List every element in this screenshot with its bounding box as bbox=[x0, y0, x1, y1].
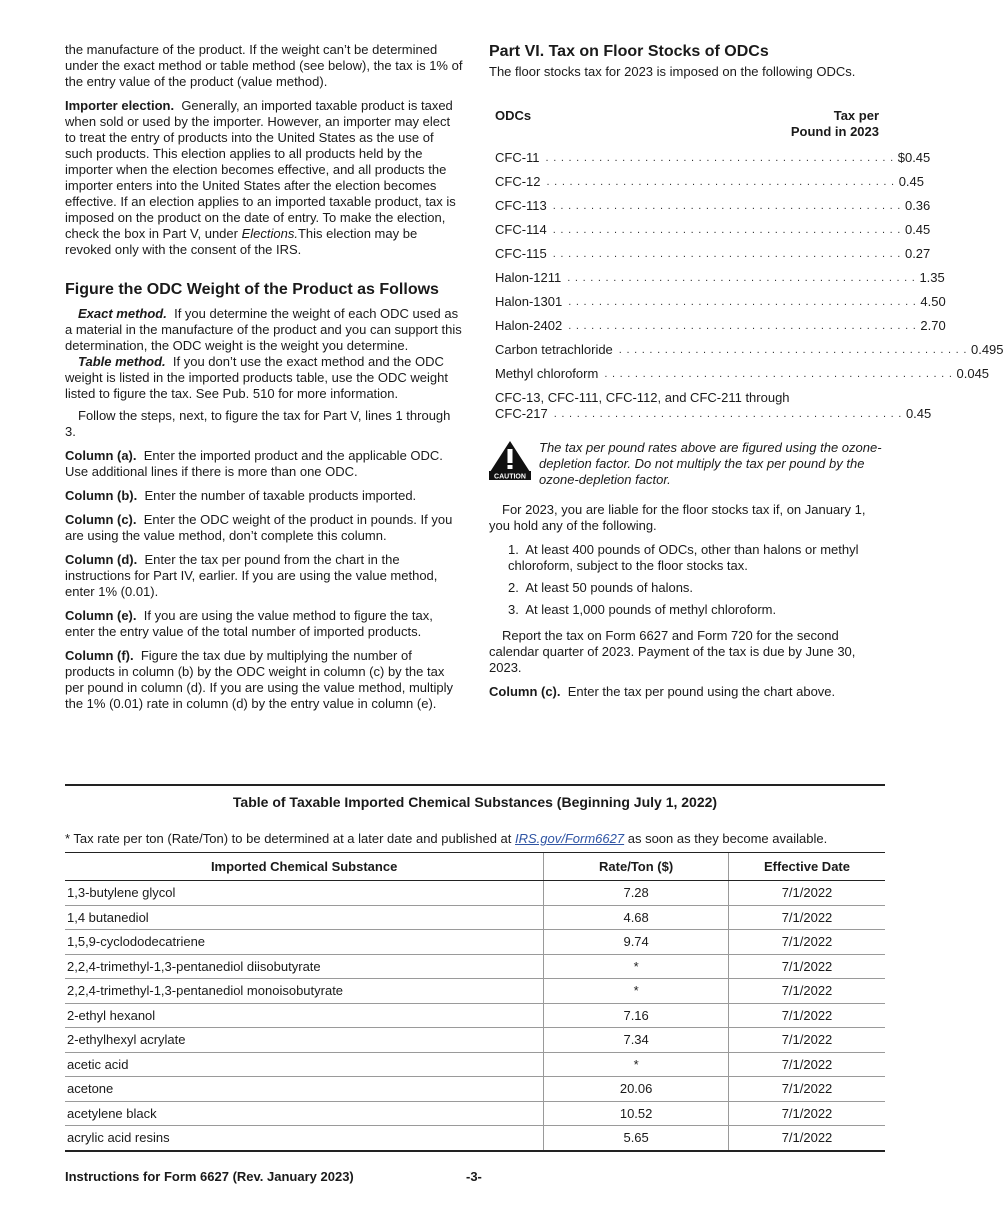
date-cell: 7/1/2022 bbox=[728, 1003, 885, 1028]
table-row bbox=[65, 1003, 885, 1028]
tax-header-line2: Pound in 2023 bbox=[790, 124, 879, 139]
table-row bbox=[65, 930, 885, 955]
chemical-table-note bbox=[65, 831, 885, 846]
substance-cell: 1,3-butylene glycol bbox=[65, 881, 544, 906]
odc-row: CFC-12 .............................................. 0.45 bbox=[495, 174, 925, 189]
exact-method-label: Exact method. bbox=[78, 306, 167, 321]
column-c-label: Column (c). bbox=[489, 684, 561, 699]
odc-row: Halon-2402 .............................................. 2.70 bbox=[495, 318, 946, 333]
part-vi-heading: Part VI. Tax on Floor Stocks of ODCs bbox=[489, 43, 769, 60]
date-cell: 7/1/2022 bbox=[728, 930, 885, 955]
substance-cell: acetone bbox=[65, 1077, 544, 1102]
table-row bbox=[65, 881, 885, 906]
rate-cell: 4.68 bbox=[544, 905, 729, 930]
table-row bbox=[65, 1052, 885, 1077]
liable-list bbox=[489, 542, 885, 618]
rate-cell: 9.74 bbox=[544, 930, 729, 955]
floor-stocks-intro: The floor stocks tax for 2023 is imposed on the following ODCs. bbox=[489, 64, 856, 79]
date-cell: 7/1/2022 bbox=[728, 1101, 885, 1126]
table-row bbox=[65, 905, 885, 930]
odc-table-header bbox=[495, 108, 879, 140]
column-c-text: Enter the tax per pound using the chart above. bbox=[567, 684, 836, 699]
column-instruction-text: If you are using the value method to figure the tax, enter the entry value of the total number of imported products. bbox=[65, 608, 433, 639]
odc-value: 0.45 bbox=[898, 174, 925, 189]
odc-name: CFC-114 bbox=[495, 222, 553, 238]
importer-election-text: Generally, an imported taxable product is taxed when sold or used by the importer. However, an importer may elect to treat the entry of products into the United States as the use of such products. This election applies to all products held by the importer when the election becomes effective, and all products the importer enters into the United States after the election becomes effective. If an election applies to an imported taxable product, tax is imposed on the product on the date of entry. To make the election, check the box in Part V, under bbox=[65, 98, 456, 241]
column-c-paragraph bbox=[489, 684, 885, 700]
rate-cell: * bbox=[544, 1052, 729, 1077]
right-column bbox=[489, 42, 1004, 700]
table-method-text: If you don’t use the exact method and the ODC weight is listed in the imported products table, use the ODC weight listed to figure the tax. See Pub. 510 for more information. bbox=[65, 354, 448, 401]
odc-last-value: 0.45 bbox=[905, 406, 932, 421]
odc-row-last: CFC-13, CFC-111, CFC-112, and CFC-211 through CFC-217 .............................................. 0.45 bbox=[495, 390, 932, 421]
report-paragraph: Report the tax on Form 6627 and Form 720 for the second calendar quarter of 2023. Payment of the tax is due by June 30, 2023. bbox=[489, 628, 856, 675]
column-instruction-text: Enter the imported product and the applicable ODC. Use additional lines if there is more than one ODC. bbox=[65, 448, 443, 479]
table-row bbox=[65, 1126, 885, 1151]
rate-cell: 7.28 bbox=[544, 881, 729, 906]
table-row bbox=[65, 979, 885, 1004]
date-cell: 7/1/2022 bbox=[728, 1126, 885, 1151]
column-instruction bbox=[65, 552, 463, 600]
substance-cell: 2-ethylhexyl acrylate bbox=[65, 1028, 544, 1053]
date-cell: 7/1/2022 bbox=[728, 881, 885, 906]
odc-value: 0.27 bbox=[904, 246, 931, 261]
column-instruction-text: Enter the tax per pound from the chart in the instructions for Part IV, earlier. If you are using the value method, enter 1% (0.01). bbox=[65, 552, 438, 599]
substance-cell: 1,5,9-cyclododecatriene bbox=[65, 930, 544, 955]
section-divider bbox=[65, 784, 885, 786]
table-body bbox=[65, 881, 885, 1151]
table-method-label: Table method. bbox=[78, 354, 166, 369]
odc-name: CFC-113 bbox=[495, 198, 553, 214]
rate-cell: 5.65 bbox=[544, 1126, 729, 1151]
note-prefix: * Tax rate per ton (Rate/Ton) to be determined at a later date and published at bbox=[65, 831, 512, 846]
odc-row: Methyl chloroform .............................................. 0.045 bbox=[495, 366, 990, 381]
date-cell: 7/1/2022 bbox=[728, 954, 885, 979]
tax-header-line1: Tax per bbox=[833, 108, 879, 123]
date-cell: 7/1/2022 bbox=[728, 979, 885, 1004]
chemical-substances-table bbox=[65, 852, 885, 1152]
column-instructions bbox=[65, 448, 463, 712]
odc-row: CFC-114 .............................................. 0.45 bbox=[495, 222, 931, 237]
odc-last-name-line1: CFC-13, CFC-111, CFC-112, and CFC-211 through bbox=[495, 390, 790, 405]
intro-paragraph: the manufacture of the product. If the weight can’t be determined under the exact method or table method (see below), the tax is 1% of the entry value of the product (value method). bbox=[65, 42, 463, 89]
tax-column-header bbox=[791, 108, 879, 140]
substance-cell: 2,2,4-trimethyl-1,3-pentanediol monoisobutyrate bbox=[65, 979, 544, 1004]
irs-form6627-link[interactable]: IRS.gov/Form6627 bbox=[515, 831, 625, 846]
odc-rate-list bbox=[489, 142, 1004, 382]
column-instruction-label: Column (d). bbox=[65, 552, 138, 567]
page-number: -3- bbox=[466, 1169, 482, 1184]
odc-row: Halon-1301 .............................................. 4.50 bbox=[495, 294, 946, 309]
date-header: Effective Date bbox=[728, 853, 885, 881]
odc-name: Halon-1301 bbox=[495, 294, 568, 310]
odc-weight-heading: Figure the ODC Weight of the Product as Follows bbox=[65, 281, 439, 298]
substance-cell: acetylene black bbox=[65, 1101, 544, 1126]
footer-form-title: Instructions for Form 6627 (Rev. January 2023) bbox=[65, 1169, 354, 1184]
table-method-paragraph bbox=[65, 354, 463, 402]
table-header-row bbox=[65, 853, 885, 881]
odc-row: Halon-1211 .............................................. 1.35 bbox=[495, 270, 945, 285]
odc-last-name-line2: CFC-217 bbox=[495, 406, 554, 422]
rate-cell: * bbox=[544, 954, 729, 979]
list-number: 2. bbox=[508, 580, 519, 595]
rate-cell: 7.16 bbox=[544, 1003, 729, 1028]
steps-paragraph: Follow the steps, next, to figure the tax for Part V, lines 1 through 3. bbox=[65, 408, 451, 439]
odc-row: Carbon tetrachloride .............................................. 0.495 bbox=[495, 342, 1004, 357]
liable-paragraph: For 2023, you are liable for the floor stocks tax if, on January 1, you hold any of the following. bbox=[489, 502, 866, 533]
caution-label: CAUTION bbox=[494, 473, 526, 481]
odc-value: 0.36 bbox=[904, 198, 931, 213]
column-instruction bbox=[65, 488, 463, 504]
odc-value: 4.50 bbox=[920, 294, 946, 309]
importer-election-label: Importer election. bbox=[65, 98, 175, 113]
odc-value: 0.495 bbox=[970, 342, 1004, 357]
odc-value: 1.35 bbox=[919, 270, 945, 285]
column-instruction-label: Column (c). bbox=[65, 512, 137, 527]
table-row bbox=[65, 1077, 885, 1102]
odc-name: Carbon tetrachloride bbox=[495, 342, 619, 358]
list-text: At least 400 pounds of ODCs, other than halons or methyl chloroform, subject to the floor stocks tax. bbox=[508, 542, 859, 573]
odc-value: $0.45 bbox=[897, 150, 931, 165]
odc-value: 0.45 bbox=[904, 222, 931, 237]
caution-box bbox=[489, 440, 885, 488]
chemical-table-title: Table of Taxable Imported Chemical Substances (Beginning July 1, 2022) bbox=[232, 794, 718, 810]
list-number: 3. bbox=[508, 602, 519, 617]
substance-cell: acetic acid bbox=[65, 1052, 544, 1077]
list-text: At least 1,000 pounds of methyl chloroform. bbox=[525, 602, 777, 617]
elections-term: Elections. bbox=[241, 226, 298, 241]
table-row bbox=[65, 1028, 885, 1053]
date-cell: 7/1/2022 bbox=[728, 1052, 885, 1077]
column-instruction-label: Column (a). bbox=[65, 448, 137, 463]
odc-row: CFC-115 .............................................. 0.27 bbox=[495, 246, 931, 261]
caution-icon bbox=[489, 440, 531, 480]
list-item bbox=[489, 542, 885, 574]
odc-name: CFC-11 bbox=[495, 150, 546, 166]
table-row bbox=[65, 954, 885, 979]
rate-cell: * bbox=[544, 979, 729, 1004]
rate-cell: 20.06 bbox=[544, 1077, 729, 1102]
column-instruction bbox=[65, 448, 463, 480]
date-cell: 7/1/2022 bbox=[728, 905, 885, 930]
odc-name: Methyl chloroform bbox=[495, 366, 604, 382]
substance-cell: 2,2,4-trimethyl-1,3-pentanediol diisobutyrate bbox=[65, 954, 544, 979]
list-item bbox=[489, 580, 885, 596]
column-instruction-label: Column (e). bbox=[65, 608, 137, 623]
odc-name: CFC-115 bbox=[495, 246, 553, 262]
date-cell: 7/1/2022 bbox=[728, 1077, 885, 1102]
left-column bbox=[65, 42, 463, 720]
column-instruction-text: Enter the ODC weight of the product in pounds. If you are using the value method, don’t complete this column. bbox=[65, 512, 453, 543]
date-cell: 7/1/2022 bbox=[728, 1028, 885, 1053]
substance-cell: acrylic acid resins bbox=[65, 1126, 544, 1151]
rate-header: Rate/Ton ($) bbox=[544, 853, 729, 881]
odc-value: 0.045 bbox=[956, 366, 990, 381]
column-instruction-label: Column (f). bbox=[65, 648, 134, 663]
exact-method-paragraph bbox=[65, 306, 463, 354]
substance-cell: 2-ethyl hexanol bbox=[65, 1003, 544, 1028]
caution-text: The tax per pound rates above are figured using the ozone-depletion factor. Do not multiply the tax per pound by the ozone-depletion factor. bbox=[539, 440, 882, 487]
odc-value: 2.70 bbox=[920, 318, 946, 333]
odc-name: CFC-12 bbox=[495, 174, 547, 190]
importer-election-tail: This election may be revoked only with the consent of the IRS. bbox=[65, 226, 418, 257]
note-suffix: as soon as they become available. bbox=[627, 831, 828, 846]
odcs-column-header: ODCs bbox=[495, 108, 532, 123]
substance-header: Imported Chemical Substance bbox=[65, 853, 544, 881]
list-item bbox=[489, 602, 885, 618]
column-instruction bbox=[65, 608, 463, 640]
odc-row: CFC-11 .............................................. $0.45 bbox=[495, 150, 931, 165]
rate-cell: 7.34 bbox=[544, 1028, 729, 1053]
table-row bbox=[65, 1101, 885, 1126]
column-instruction bbox=[65, 512, 463, 544]
column-instruction-label: Column (b). bbox=[65, 488, 138, 503]
odc-row: CFC-113 .............................................. 0.36 bbox=[495, 198, 931, 213]
odc-name: Halon-1211 bbox=[495, 270, 567, 286]
exact-method-text: If you determine the weight of each ODC used as a material in the manufacture of the product and you can support this determination, the ODC weight is the weight you determine. bbox=[65, 306, 462, 353]
substance-cell: 1,4 butanediol bbox=[65, 905, 544, 930]
importer-election-paragraph bbox=[65, 98, 463, 258]
odc-name: Halon-2402 bbox=[495, 318, 568, 334]
column-instruction-text: Enter the number of taxable products imported. bbox=[144, 488, 417, 503]
rate-cell: 10.52 bbox=[544, 1101, 729, 1126]
column-instruction-text: Figure the tax due by multiplying the number of products in column (b) by the ODC weight in column (c) by the tax per pound in column (d). If you are using the value method, multiply the 1% (0.01) rate in column (d) by the entry value in column (e). bbox=[65, 648, 454, 711]
list-number: 1. bbox=[508, 542, 519, 557]
column-instruction bbox=[65, 648, 463, 712]
list-text: At least 50 pounds of halons. bbox=[525, 580, 694, 595]
